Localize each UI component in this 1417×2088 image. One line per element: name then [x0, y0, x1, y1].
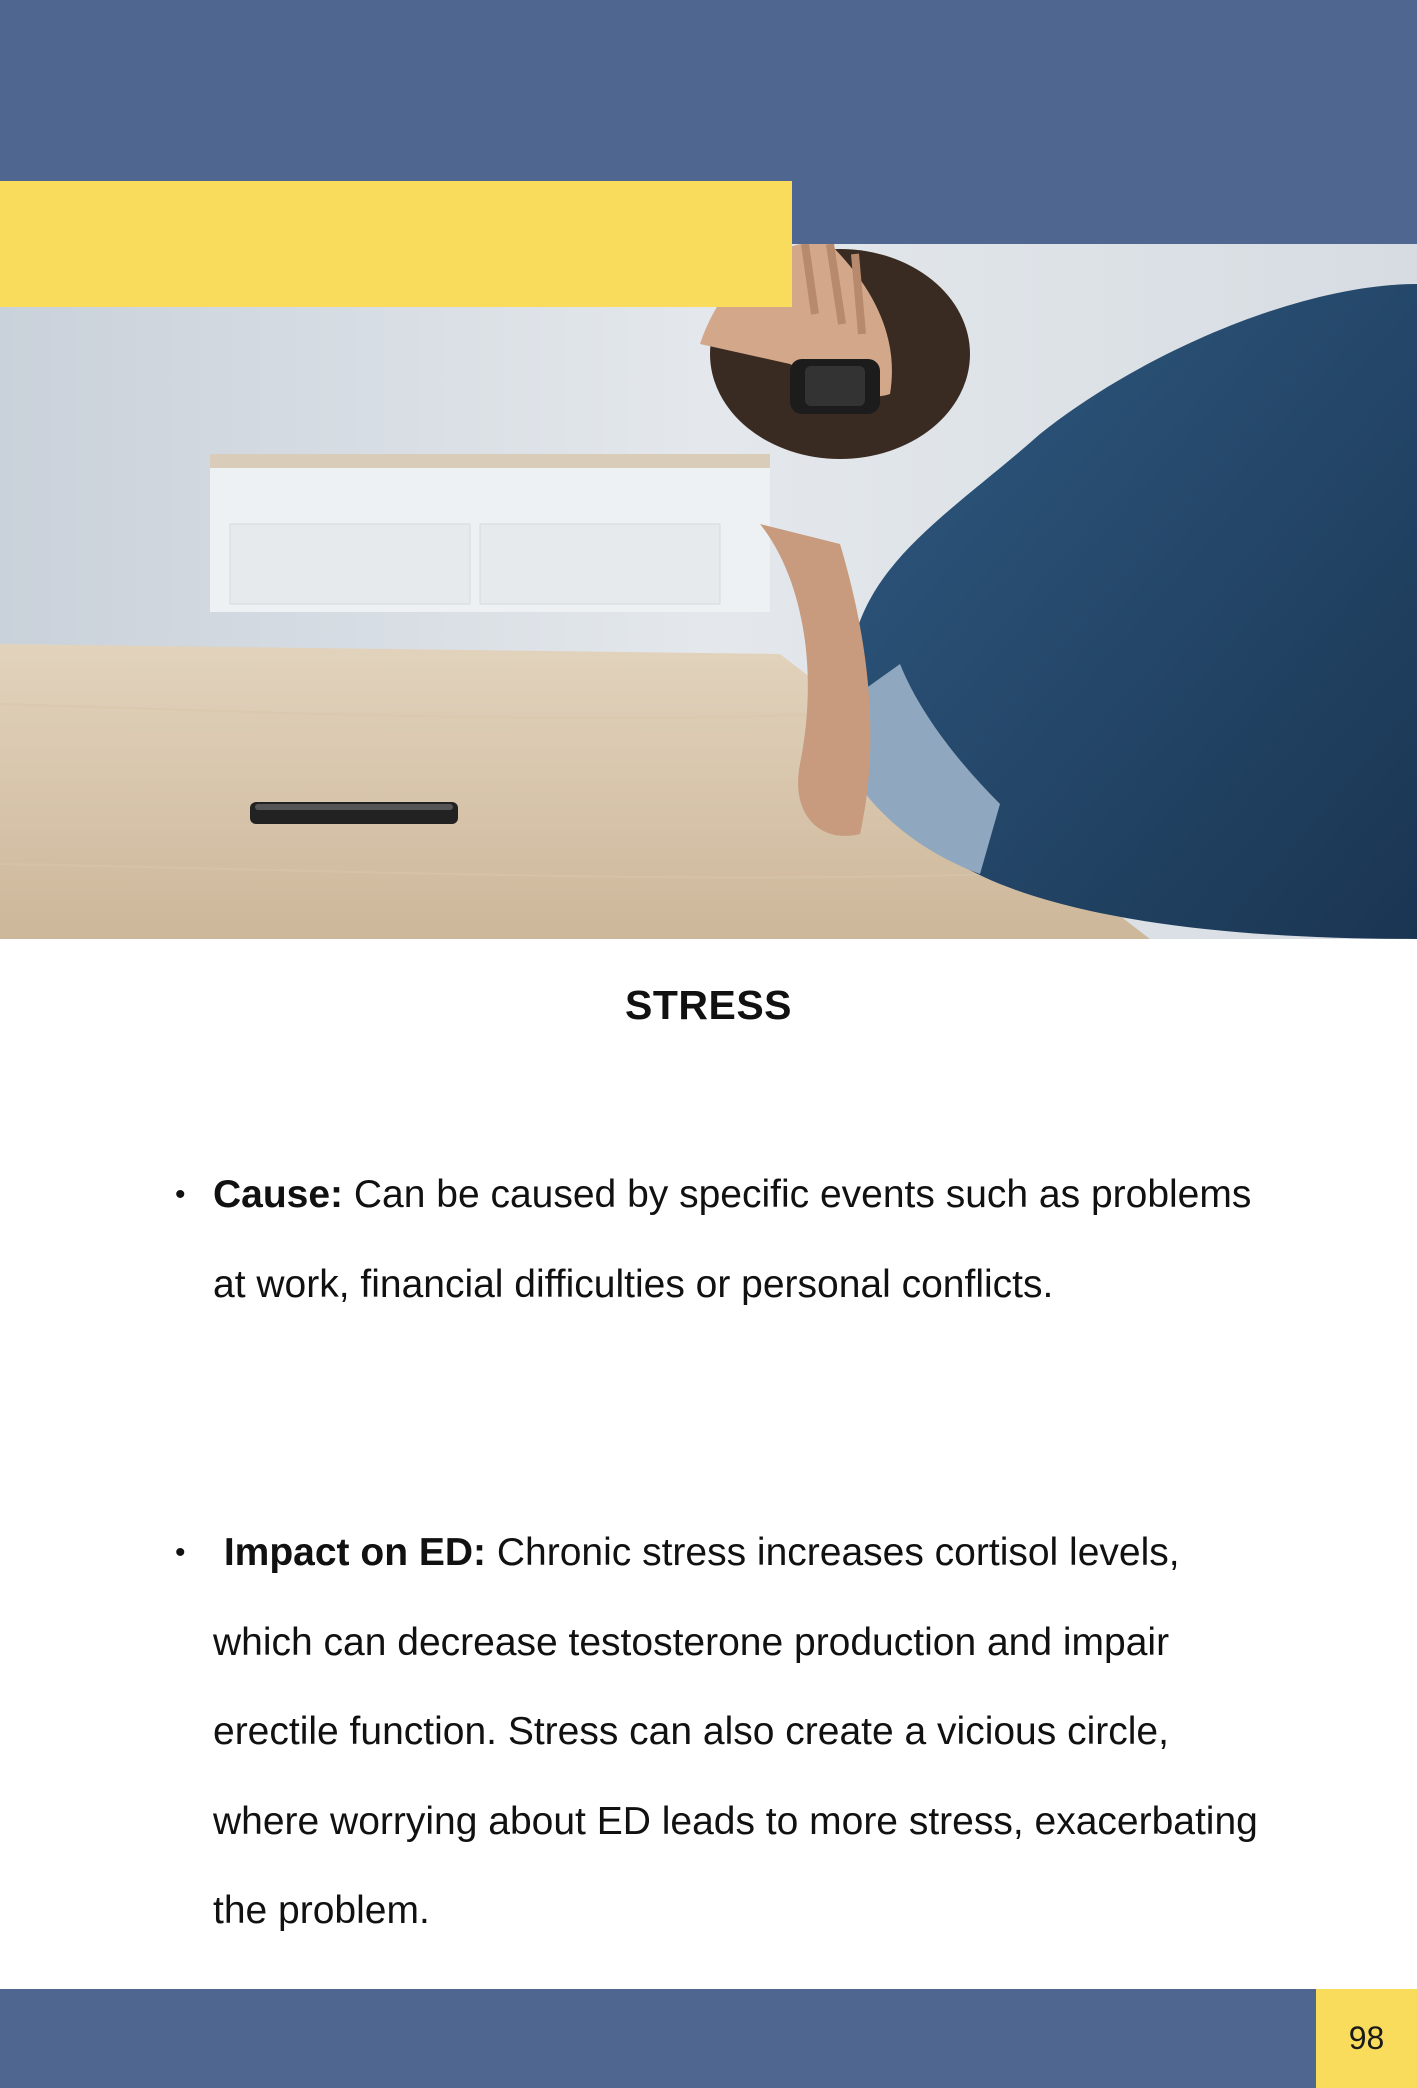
list-item — [175, 1508, 1263, 1956]
accent-bar — [0, 181, 792, 307]
page-number: 98 — [1316, 1989, 1417, 2088]
bullet-icon: • — [175, 1178, 186, 1211]
bullet-text: Can be caused by specific events such as problems at work, financial difficulties or personal conflicts. — [213, 1173, 1252, 1306]
bullet-label: Cause: — [213, 1173, 344, 1216]
stressed-man-photo — [0, 244, 1417, 939]
bullet-label: Impact on ED: — [223, 1531, 487, 1574]
page-title: STRESS — [624, 982, 793, 1028]
bullet-text: Chronic stress increases cortisol levels, which can decrease testosterone production and impair erectile function. Stress can also create a vicious circle, where worrying about ED leads to more stress, exacerbating the problem. — [213, 1531, 1258, 1932]
list-item — [175, 1150, 1263, 1329]
footer-band — [0, 1989, 1316, 2088]
bullet-icon: • — [175, 1536, 186, 1569]
